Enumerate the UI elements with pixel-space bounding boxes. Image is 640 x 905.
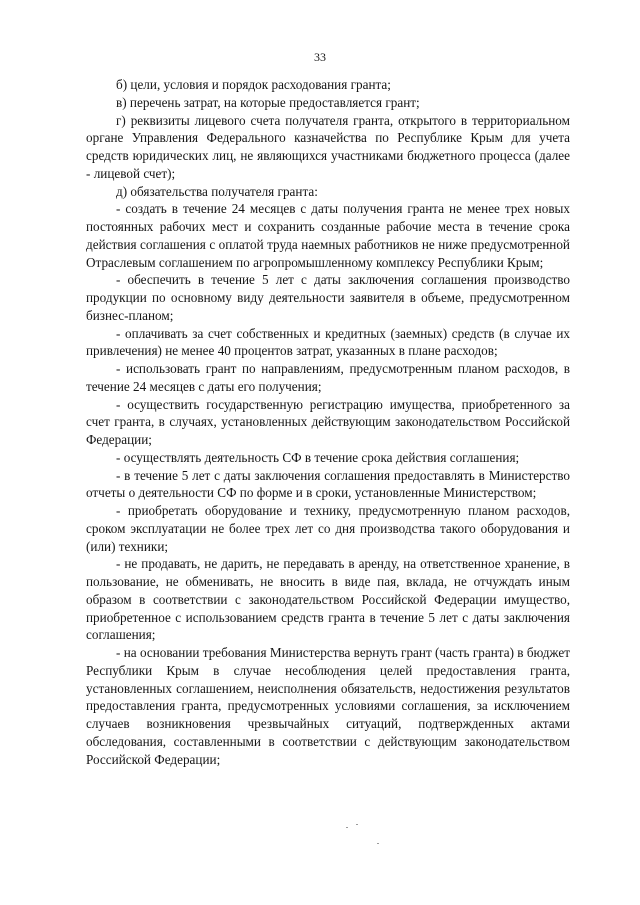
- scan-speck: [346, 827, 348, 828]
- list-item-create-jobs: - создать в течение 24 месяцев с даты получения гранта не менее трех новых постоянных рабочих мест и сохранить созданные рабочие места в течение срока действия соглашения с оплатой труда наемных работников не ниже предусмотренной Отраслевым соглашением по агропромышленному комплексу Республики Крым;: [86, 201, 570, 270]
- list-item-submit-reports: - в течение 5 лет с даты заключения соглашения предоставлять в Министерство отчеты о деятельности СФ по форме и в сроки, установленные Министерством;: [86, 467, 570, 501]
- page-number: 33: [314, 50, 326, 64]
- paragraph-cost-list: в) перечень затрат, на которые предоставляется грант;: [116, 94, 420, 110]
- document-body: [86, 76, 570, 768]
- scan-speck: [356, 824, 358, 825]
- list-item-use-grant: - использовать грант по направлениям, предусмотренным планом расходов, в течение 24 месяцев с даты его получения;: [86, 361, 570, 394]
- list-item-purchase-equipment: - приобретать оборудование и технику, предусмотренную планом расходов, сроком эксплуатации не более трех лет со дня производства такого оборудования и (или) техники;: [86, 503, 570, 554]
- list-item-no-alienation: - не продавать, не дарить, не передавать в аренду, на ответственное хранение, в пользование, не обменивать, не вносить в виде пая, вклада, не отчуждать иным образом в соответствии с законодательством Российской Федерации имущество, приобретенное с использованием средств гранта в течение 5 лет с даты заключения соглашения;: [86, 556, 570, 643]
- paragraph-obligations-heading: д) обязательства получателя гранта:: [116, 183, 318, 199]
- scan-speck: [377, 843, 379, 844]
- list-item-operate-farm: - осуществлять деятельность СФ в течение срока действия соглашения;: [116, 449, 520, 465]
- list-item-return-grant: - на основании требования Министерства вернуть грант (часть гранта) в бюджет Республики Крым в случае несоблюдения целей предоставления гранта, установленных соглашением, неисполнения обязательств, недостижения результатов предоставления гранта, предусмотренных условиями соглашения, за исключением случаев возникновения чрезвычайных ситуаций, подтвержденных актами обследования, составленными в соответствии с действующим законодательством Российской Федерации;: [86, 645, 570, 767]
- list-item-ensure-production: - обеспечить в течение 5 лет с даты заключения соглашения производство продукции по основному виду деятельности заявителя в объеме, предусмотренном бизнес-планом;: [86, 272, 570, 323]
- list-item-register-property: - осуществить государственную регистрацию имущества, приобретенного за счет гранта, в случаях, установленных действующим законодательством Российской Федерации;: [86, 396, 570, 447]
- list-item-own-funds: - оплачивать за счет собственных и кредитных (заемных) средств (в случае их привлечения) не менее 40 процентов затрат, указанных в плане расходов;: [86, 325, 570, 359]
- paragraph-goals: б) цели, условия и порядок расходования гранта;: [116, 77, 391, 92]
- paragraph-account-details: г) реквизиты лицевого счета получателя гранта, открытого в территориальном органе Управления Федерального казначейства по Республике Крым для учета средств юридических лиц, не являющихся участниками бюджетного процесса (далее - лицевой счет);: [86, 112, 570, 181]
